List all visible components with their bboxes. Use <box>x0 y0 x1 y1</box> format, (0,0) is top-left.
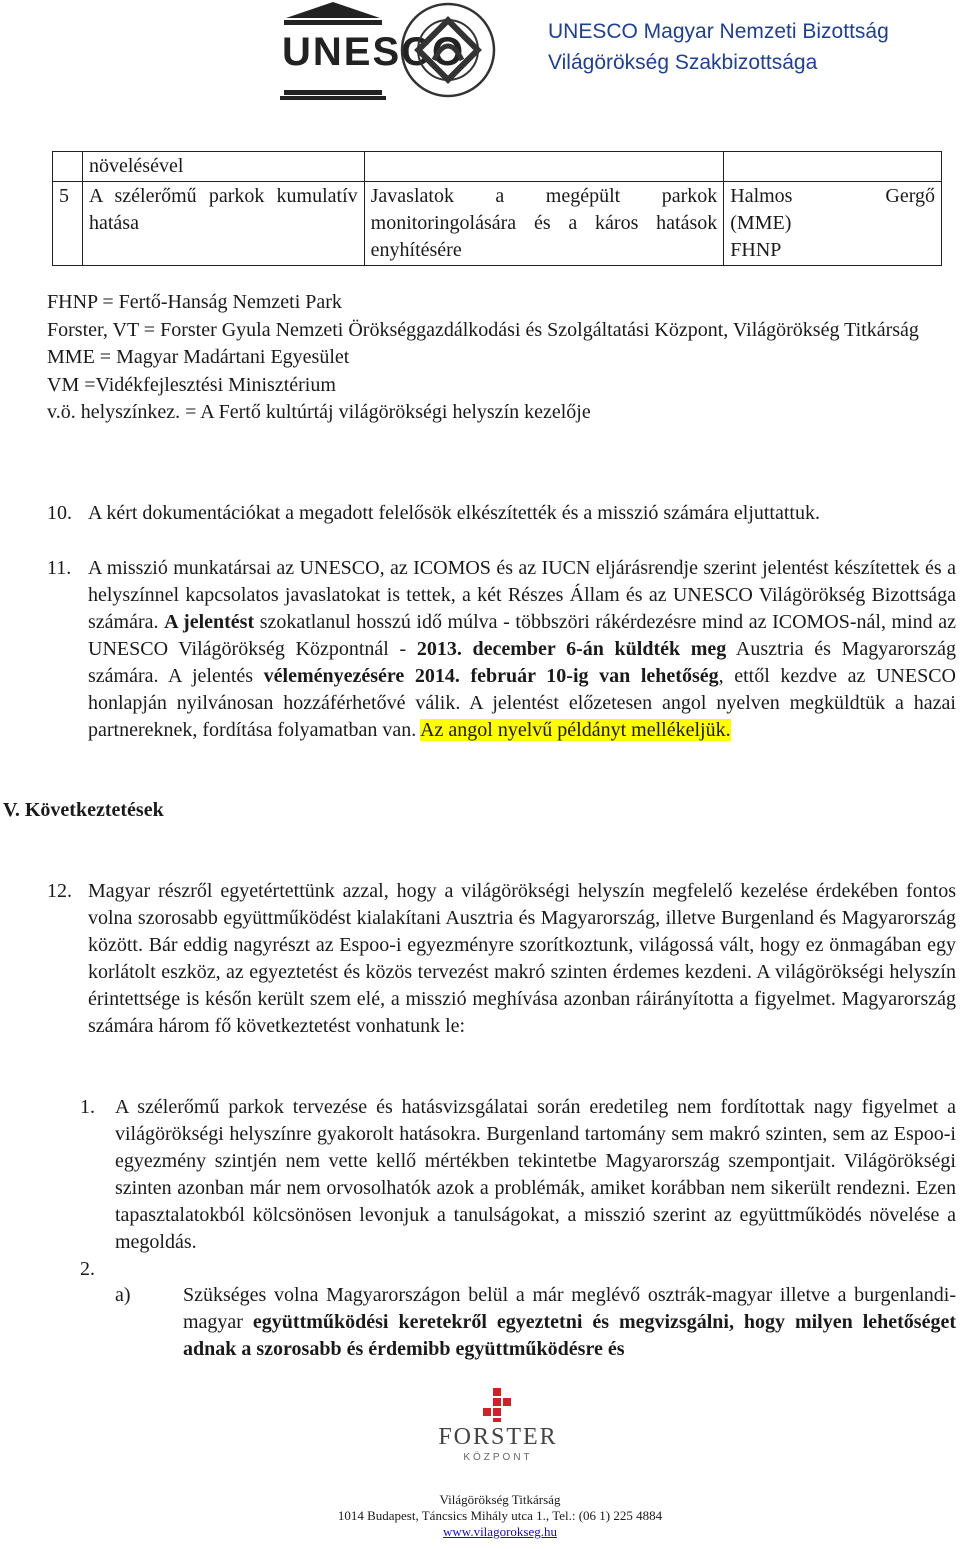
text-span: A misszió munkatársai az UNESCO, az ICOMOS és az IUCN eljárásrendje szerint jelentést készítettek és a helyszínnel kapcsolatos javaslatokat is tettek, a két Részes Állam és az UNESCO Világörökség Bizottsága számára. <box>88 557 956 633</box>
unesco-logo <box>280 0 466 100</box>
responsible-org: (MME) <box>730 212 792 234</box>
abbreviation-item: VM =Vidékfejlesztési Minisztérium <box>47 373 336 396</box>
paragraph-number: 10. <box>47 502 72 524</box>
paragraph-11 <box>88 555 956 744</box>
row-topic: A szélerőmű parkok kumulatív hatása <box>82 182 364 266</box>
bold-span: 2013. december 6-án küldték meg <box>416 638 727 660</box>
footer <box>300 1492 700 1540</box>
section-heading: V. Következtetések <box>3 799 164 821</box>
footer-org: Világörökség Titkárság <box>439 1492 561 1507</box>
row-task: Javaslatok a megépült parkok monitoringolására és a káros hatások enyhítésére <box>364 182 724 266</box>
text-span: Szükséges volna Magyarországon belül a már meglévő osztrák-magyar illetve a burgenlandi-magyar <box>183 1284 956 1333</box>
forster-mark-icon <box>483 1388 513 1422</box>
world-heritage-emblem <box>400 2 496 98</box>
table-cell <box>364 152 724 182</box>
table-cell <box>724 152 942 182</box>
abbreviation-item: Forster, VT = Forster Gyula Nemzeti Örökséggazdálkodási és Szolgáltatási Központ, Világörökség Titkárság <box>47 318 919 341</box>
forster-logo-text: FORSTER <box>438 1424 558 1450</box>
text-span: szokatlanul hosszú idő múlva - többszöri rákérdezésre mind az ICOMOS-nál, mind az UNESCO Világörökség Központnál - <box>88 611 956 660</box>
bold-span: együttműködési keretekről egyeztetni és megvizsgálni, hogy milyen lehetőséget adnak a szorosabb és érdemibb együttműködésre és <box>183 1311 956 1360</box>
header-org-title <box>548 16 889 78</box>
paragraph-number: 12. <box>47 880 72 902</box>
table-row <box>53 152 942 182</box>
bold-span: A jelentést <box>164 611 255 633</box>
row-responsible <box>724 182 942 266</box>
table-cell <box>53 152 83 182</box>
responsible-name: Halmos Gergő <box>730 185 935 207</box>
row-number: 5 <box>53 182 83 266</box>
abbreviation-item: FHNP = Fertő-Hanság Nemzeti Park <box>47 291 342 313</box>
world-heritage-icon <box>400 2 496 98</box>
forster-logo <box>430 1388 566 1468</box>
task-table <box>52 151 942 266</box>
bold-span: véleményezésére 2014. február 10-ig van lehetőség <box>263 665 719 687</box>
highlighted-text: Az angol nyelvű példányt mellékeljük. <box>420 719 731 741</box>
footer-website-link[interactable]: www.vilagorokseg.hu <box>443 1524 557 1539</box>
paragraph-10: A kért dokumentációkat a megadott felelősök elkészítették és a misszió számára eljuttattuk. <box>88 502 820 524</box>
abbreviation-list <box>47 289 957 427</box>
responsible-org: FHNP <box>730 239 782 261</box>
table-cell: növelésével <box>82 152 364 182</box>
forster-logo-subtext: KÖZPONT <box>463 1452 533 1463</box>
abbreviation-item: v.ö. helyszínkez. = A Fertő kultúrtáj világörökségi helyszín kezelője <box>47 401 591 423</box>
unesco-logo-text: UNESCO <box>282 30 466 74</box>
header-org-line2: Világörökség Szakbizottsága <box>548 51 818 74</box>
table-row <box>53 182 942 266</box>
paragraph-12: Magyar részről egyetértettünk azzal, hogy a világörökségi helyszín megfelelő kezelése érdekében fontos volna szorosabb együttműködést kialakítani Ausztria és Magyarország, illetve Burgenland és Magyarország között. Bár eddig nagyrészt az Espoo-i egyezményre szorítkoztunk, világossá vált, hogy ez önmagában egy korlátolt eszköz, az egyeztetést és közös tervezést makró szinten érdemes kezdeni. A világörökségi helyszín érintettsége is későn került szem elé, a misszió meghívása azonban ráirányította a figyelmet. Magyarország számára három fő következtetést vonhatunk le: <box>88 880 956 1037</box>
sub-item-label: a) <box>115 1284 131 1306</box>
text-span: Ausztria és Magyarország számára. A jelentés <box>88 638 956 687</box>
text-span: , ettől kezdve az UNESCO honlapján nyilvánosan hozzáférhetővé válik. A jelentést előzetesen angol nyelven megküldtük a hazai partnereknek, fordítása folyamatban van. <box>88 665 956 741</box>
paragraph-number: 11. <box>47 557 72 579</box>
list-number: 2. <box>80 1258 95 1280</box>
abbreviation-item: MME = Magyar Madártani Egyesület <box>47 346 350 368</box>
conclusion-1: A szélerőmű parkok tervezése és hatásvizsgálatai során eredetileg nem fordítottak nagy figyelmet a világörökségi helyszínre gyakorolt hatásokra. Burgenland tartomány sem makró szinten, sem az Espoo-i egyezmény szintjén nem vette kellő mértékben tekintetbe Magyarország szempontjait. Világörökségi szinten azonban már nem orvosolhatók azok a problémák, amiket korábban nem sikerült rendezni. Ezen tapasztalatokból kölcsönösen levonjuk a tanulságokat, a misszió szerint az együttműködés növelése a megoldás. <box>115 1096 956 1253</box>
header-org-line1: UNESCO Magyar Nemzeti Bizottság <box>548 20 889 43</box>
list-number: 1. <box>80 1096 95 1118</box>
conclusion-2a <box>183 1282 956 1363</box>
footer-address: 1014 Budapest, Táncsics Mihály utca 1., Tel.: (06 1) 225 4884 <box>337 1508 663 1523</box>
